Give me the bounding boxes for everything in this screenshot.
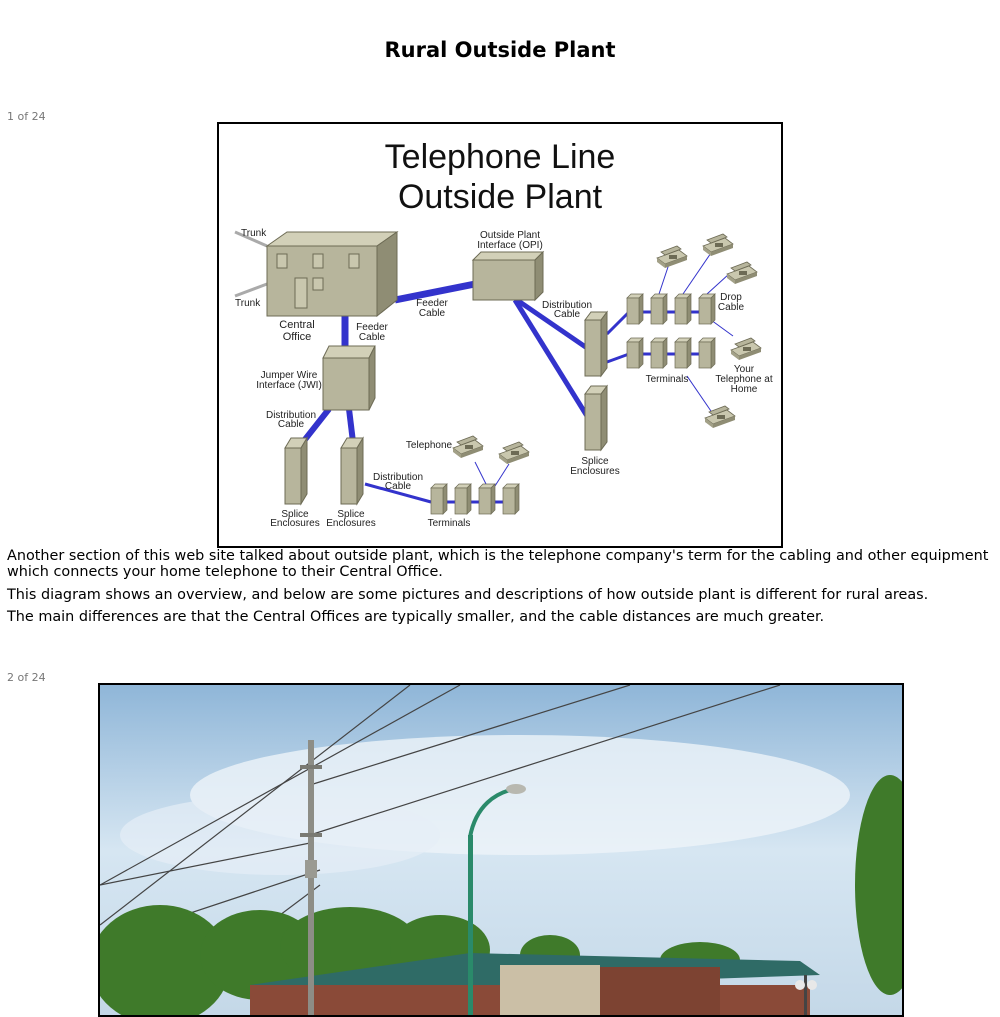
label-your-telephone-1: Your xyxy=(733,364,755,375)
page-title: Rural Outside Plant xyxy=(384,38,616,62)
terminals-bottom xyxy=(431,484,519,514)
label-distribution-cable-right-2: Cable xyxy=(553,309,581,320)
slide-counter: 2 of 24 xyxy=(7,671,46,684)
label-opi-1: Outside Plant xyxy=(479,230,541,241)
label-your-telephone-3: Home xyxy=(730,384,758,395)
diagram-canvas xyxy=(219,124,781,546)
cloud xyxy=(120,795,440,875)
label-distribution-cable-bottom-2: Cable xyxy=(384,481,412,492)
label-terminals-bottom: Terminals xyxy=(427,518,471,529)
label-jwi-2: Interface (JWI) xyxy=(256,380,322,391)
photo-canvas xyxy=(100,685,902,1015)
trunk-line-bottom xyxy=(235,284,267,296)
telephone-icon xyxy=(453,436,483,458)
label-trunk-bottom: Trunk xyxy=(235,298,261,309)
label-jwi-1: Jumper Wire xyxy=(260,370,318,381)
terminals-right-upper xyxy=(627,294,715,324)
distribution-cable-mid xyxy=(349,409,353,442)
telephone-icon xyxy=(499,442,529,464)
splice-enclosure-upper-right xyxy=(585,312,607,376)
label-feeder-cable-co-1: Feeder xyxy=(356,322,388,333)
rural-central-office-photo xyxy=(98,683,904,1017)
label-splice-left-2: Enclosures xyxy=(270,518,320,529)
label-distribution-cable-bottom-1: Distribution xyxy=(372,472,424,483)
diagram-title-line2: Outside Plant xyxy=(397,178,603,216)
label-splice-mid-1: Splice xyxy=(337,509,365,520)
central-office-building xyxy=(267,232,397,316)
label-splice-mid-2: Enclosures xyxy=(326,518,376,529)
label-splice-left-1: Splice xyxy=(281,509,309,520)
label-drop-cable-1: Drop xyxy=(720,292,742,303)
label-opi-2: Interface (OPI) xyxy=(477,240,543,251)
label-trunk-top: Trunk xyxy=(241,228,267,239)
label-central-office-2: Office xyxy=(282,331,312,343)
diagram-title-line1: Telephone Line xyxy=(384,138,616,176)
telephone-icon xyxy=(703,234,733,256)
jwi-box xyxy=(323,346,375,410)
label-telephone: Telephone xyxy=(405,440,453,451)
label-splice-right-1: Splice xyxy=(581,456,609,467)
label-distribution-cable-left-1: Distribution xyxy=(265,410,317,421)
paragraph-intro: Another section of this web site talked about outside plant, which is the telephone company's term for the cabling and other equipment which connects your home telephone to their Central Office. xyxy=(7,548,989,580)
label-your-telephone-2: Telephone at xyxy=(715,374,773,385)
telephone-icon xyxy=(657,246,687,268)
label-terminals-right: Terminals xyxy=(645,374,689,385)
telephone-outside-plant-diagram xyxy=(217,122,783,548)
paragraph-differences: The main differences are that the Central Offices are typically smaller, and the cable distances are much greater. xyxy=(7,609,825,625)
splice-enclosure-mid xyxy=(341,438,363,504)
label-central-office-1: Central xyxy=(279,319,315,331)
telephone-icon xyxy=(727,262,757,284)
paragraph-overview: This diagram shows an overview, and below are some pictures and descriptions of how outside plant is different for rural areas. xyxy=(7,587,929,603)
opi-box xyxy=(473,252,543,300)
telephone-icon xyxy=(731,338,761,360)
label-distribution-cable-right-1: Distribution xyxy=(541,300,593,311)
slide-counter: 1 of 24 xyxy=(7,110,46,123)
label-feeder-cable-co-2: Cable xyxy=(358,332,386,343)
splice-enclosure-left xyxy=(285,438,307,504)
label-drop-cable-2: Cable xyxy=(717,302,745,313)
label-feeder-cable-opi-2: Cable xyxy=(418,308,446,319)
label-feeder-cable-opi-1: Feeder xyxy=(416,298,448,309)
label-distribution-cable-left-2: Cable xyxy=(277,419,305,430)
splice-enclosure-right xyxy=(585,386,607,450)
label-splice-right-2: Enclosures xyxy=(570,466,620,477)
